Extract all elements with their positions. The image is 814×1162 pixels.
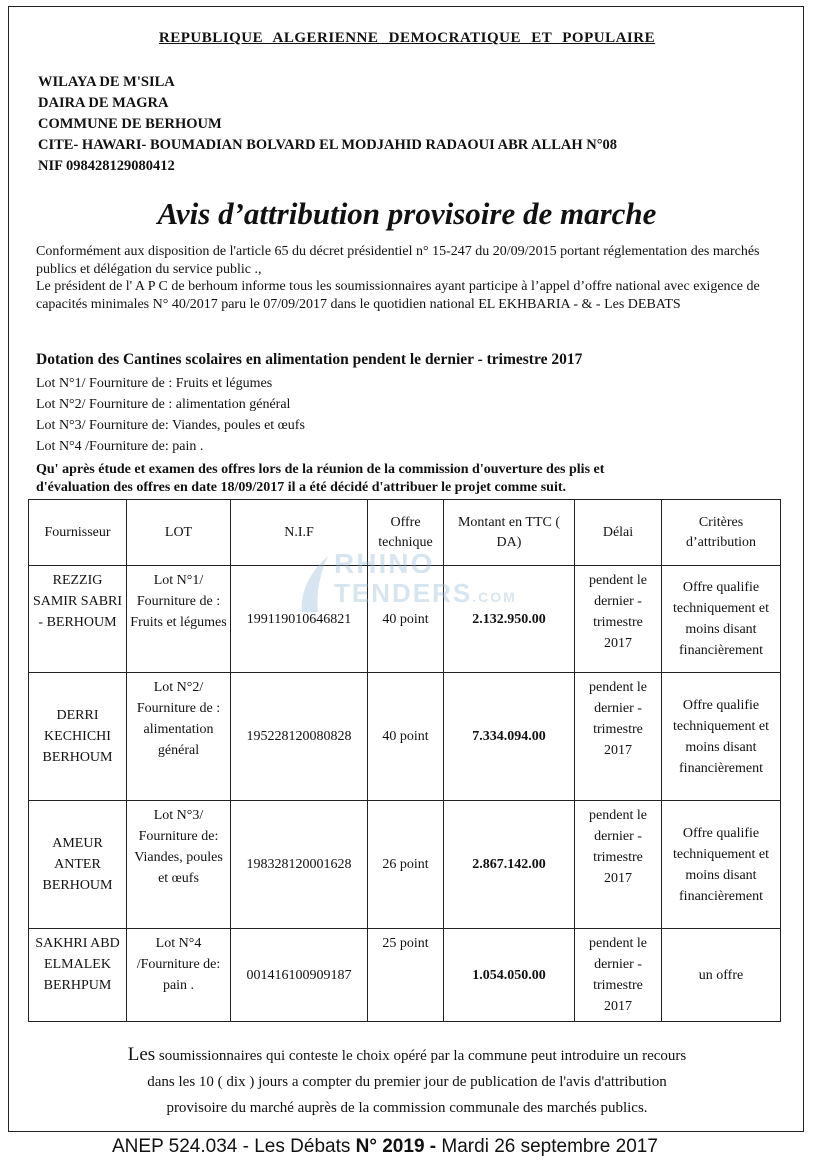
footer-anep: ANEP 524.034 - Les Débats — [112, 1136, 356, 1157]
table-row — [29, 801, 781, 929]
lot-item: Lot N°1/ Fourniture de : Fruits et légumes — [36, 376, 273, 391]
table-row — [29, 673, 781, 801]
score-cell: 40 point — [368, 566, 444, 673]
nif-cell: 001416100909187 — [231, 929, 368, 1022]
column-header: Critères d’attribution — [662, 500, 781, 566]
amount-cell: 7.334.094.00 — [444, 673, 575, 801]
lot-item: Lot N°3/ Fourniture de: Viandes, poules et œufs — [36, 418, 305, 433]
attribution-table — [28, 499, 781, 1022]
table-header-row — [29, 500, 781, 566]
lot-cell: Lot N°3/ Fourniture de: Viandes, poules et œufs — [127, 801, 231, 929]
footer-date: Mardi 26 septembre 2017 — [436, 1136, 658, 1157]
watermark-tenders: TENDERS — [334, 578, 473, 608]
table-row — [29, 929, 781, 1022]
criteria-cell: Offre qualifie techniquement et moins disant financièrement — [662, 801, 781, 929]
header-address: CITE- HAWARI- BOUMADIAN BOLVARD EL MODJAHID RADAOUI ABR ALLAH N°08 — [38, 137, 618, 153]
header-wilaya: WILAYA DE M'SILA — [38, 74, 175, 90]
delay-cell: pendent le dernier - trimestre 2017 — [575, 929, 662, 1022]
supplier-cell: SAKHRI ABD ELMALEK BERHPUM — [29, 929, 127, 1022]
decision-line: d'évaluation des offres en date 18/09/2017 il a été décidé d'attribuer le projet comme suit. — [36, 480, 566, 495]
column-header: Offre technique — [368, 500, 444, 566]
delay-cell: pendent le dernier - trimestre 2017 — [575, 566, 662, 673]
decision-text — [36, 461, 776, 497]
president-paragraph: Le président de l' A P C de berhoum informe tous les soumissionnaires ayant participe à l’appel d’offre national avec exigence de capacités minimales N° 40/2017 paru le 07/09/2017 dans le quotidien national EL EKHBARIA - & - Les DEBATS — [36, 279, 760, 312]
notice-title: Avis d’attribution provisoire de marche — [157, 196, 657, 231]
footer-issue: N° 2019 - — [355, 1136, 437, 1157]
appeal-line — [0, 1042, 814, 1069]
decision-line: Qu' après étude et examen des offres lors de la réunion de la commission d'ouverture des plis et — [36, 462, 605, 477]
delay-cell: pendent le dernier - trimestre 2017 — [575, 801, 662, 929]
column-header: Fournisseur — [29, 500, 127, 566]
nif-cell: 199119010646821 — [231, 566, 368, 673]
column-header: Délai — [575, 500, 662, 566]
column-header: Montant en TTC ( DA) — [444, 500, 575, 566]
header-commune: COMMUNE DE BERHOUM — [38, 116, 222, 132]
publication-footer — [112, 1136, 658, 1158]
amount-cell: 2.867.142.00 — [444, 801, 575, 929]
column-header: N.I.F — [231, 500, 368, 566]
nif-cell: 195228120080828 — [231, 673, 368, 801]
appeal-line2: dans les 10 ( dix ) jours a compter du premier jour de publication de l'avis d'attribution — [147, 1074, 667, 1090]
republic-heading: REPUBLIQUE ALGERIENNE DEMOCRATIQUE ET POPULAIRE — [158, 30, 656, 46]
lot-list — [36, 373, 305, 457]
watermark-line1: RHINO — [334, 548, 435, 579]
appeal-notice — [0, 1042, 814, 1121]
criteria-cell: un offre — [662, 929, 781, 1022]
lot-cell: Lot N°1/ Fourniture de : Fruits et légumes — [127, 566, 231, 673]
notice-body — [36, 243, 768, 313]
score-cell: 40 point — [368, 673, 444, 801]
lot-cell: Lot N°4 /Fourniture de: pain . — [127, 929, 231, 1022]
header-daira: DAIRA DE MAGRA — [38, 95, 169, 111]
lot-cell: Lot N°2/ Fourniture de : alimentation général — [127, 673, 231, 801]
appeal-line3: provisoire du marché auprès de la commission communale des marchés publics. — [166, 1100, 648, 1116]
nif-cell: 198328120001628 — [231, 801, 368, 929]
watermark-suffix: .COM — [472, 589, 517, 605]
header-nif: NIF 098428129080412 — [38, 158, 175, 174]
column-header: LOT — [127, 500, 231, 566]
score-cell: 25 point — [368, 929, 444, 1022]
supplier-cell: AMEUR ANTER BERHOUM — [29, 801, 127, 929]
issuer-header — [38, 72, 617, 177]
score-cell: 26 point — [368, 801, 444, 929]
appeal-lead: Les — [127, 1044, 156, 1065]
lot-item: Lot N°2/ Fourniture de : alimentation général — [36, 397, 291, 412]
decree-paragraph: Conformément aux disposition de l'article 65 du décret présidentiel n° 15-247 du 20/09/2015 portant réglementation des marchés publics et délégation du service public ., — [36, 244, 760, 277]
dotation-heading: Dotation des Cantines scolaires en alimentation pendent le dernier - trimestre 2017 — [36, 351, 583, 368]
amount-cell: 2.132.950.00 — [444, 566, 575, 673]
criteria-cell: Offre qualifie techniquement et moins disant financièrement — [662, 566, 781, 673]
criteria-cell: Offre qualifie techniquement et moins disant financièrement — [662, 673, 781, 801]
supplier-cell: DERRI KECHICHI BERHOUM — [29, 673, 127, 801]
delay-cell: pendent le dernier - trimestre 2017 — [575, 673, 662, 801]
amount-cell: 1.054.050.00 — [444, 929, 575, 1022]
lot-item: Lot N°4 /Fourniture de: pain . — [36, 439, 204, 454]
table-row — [29, 566, 781, 673]
supplier-cell: REZZIG SAMIR SABRI - BERHOUM — [29, 566, 127, 673]
appeal-line1: soumissionnaires qui conteste le choix opéré par la commune peut introduire un recours — [155, 1048, 687, 1064]
